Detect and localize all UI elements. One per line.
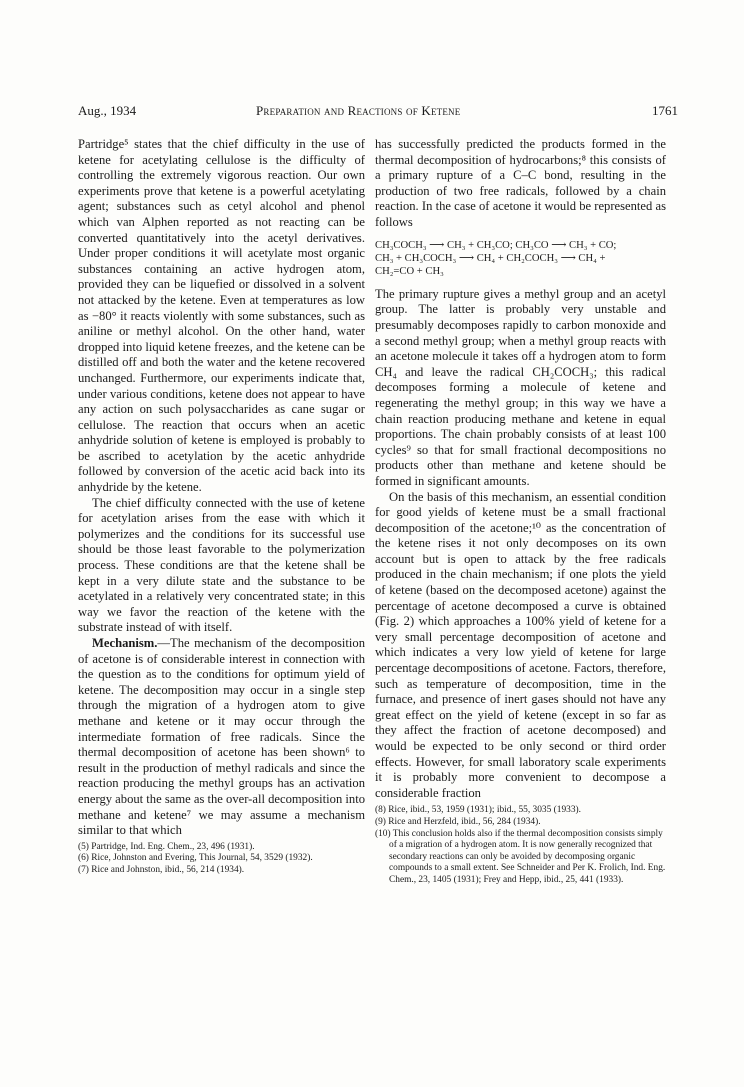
paragraph-chief-difficulty: The chief difficulty connected with the use of ketene for acetylation arises from the ease with which it polymerizes and the conditions for its successful use should be those least favorable to the polymerization process. These conditions are that the ketene shall be kept in a very dilute state and the substance to be acetylated in a relatively very concentrated state; in this way we favor the reaction of the ketene with the substrate instead of with itself. [78,495,365,635]
left-column [78,137,365,877]
footnote-5: (5) Partridge, Ind. Eng. Chem., 23, 496 (1931). [78,841,255,852]
page-number: 1761 [652,103,678,118]
footnote-9: (9) Rice and Herzfeld, ibid., 56, 284 (1934). [375,816,541,827]
paragraph-partridge: Partridge⁵ states that the chief difficulty in the use of ketene for acetylating cellulose is the difficulty of controlling the extremely vigorous reaction. Our own experiments prove that ketene is a powerful acetylating agent; substances such as cetyl alcohol and phenol which van Alphen reported as not reacting can be converted quantitatively into the acetyl derivatives. Under proper conditions it will acetylate most organic substances containing an active hydrogen atom, provided they can be liquefied or dissolved in a solvent not attacked by the ketene. Even at temperatures as low as −80° it reacts violently with some substances, such as aniline or methyl alcohol. On the other hand, water dropped into liquid ketene freezes, and the ketene can be distilled off and both the water and the ketene recovered unchanged. Furthermore, our experiments indicate that, under various conditions, ketene does not appear to have any action on such polysaccharides as cane sugar or cellulose. The reaction that occurs when an acetic anhydride solution of ketene is employed is probably to be ascribed to acetylation by the acetic anhydride followed by conversion of the acetic acid back into its anhydride by the ketene. [78,137,365,495]
mechanism-text: —The mechanism of the decomposition of acetone is of considerable interest in connection with the question as to the conditions for optimum yield of ketene. The decomposition may occur in a single step through the migration of a hydrogen atom to give methane and ketene or it may occur through the intermediate formation of free radicals. Since the thermal decomposition of acetone has been shown⁶ to result in the production of methyl radicals and since the reaction producing the methyl groups has an activation energy about the same as the over-all decomposition into methane and ketene⁷ we may assume a mechanism similar to that which [78,636,365,838]
footnote-7: (7) Rice and Johnston, ibid., 56, 214 (1934). [78,864,245,875]
equation-line-1: CH₃COCH₃ ⟶ CH₃ + CH₃CO; CH₃CO ⟶ CH₃ + CO; [375,239,617,251]
left-footnotes [78,842,365,877]
footnote-10: (10) This conclusion holds also if the thermal decomposition consists simply of a migration of a hydrogen atom. It is now generally recognized that secondary reactions can only be avoided by decomposing organic compounds to a small extent. See Schneider and Per K. Frolich, Ind. Eng. Chem., 23, 1405 (1931); Frey and Hepp, ibid., 25, 441 (1933). [375,828,666,885]
right-column [375,137,666,887]
footnote-6: (6) Rice, Johnston and Evering, This Journal, 54, 3529 (1932). [78,853,313,864]
equation-line-3: CH₂=CO + CH₃ [375,266,444,278]
paragraph-mechanism [78,636,365,839]
mechanism-heading: Mechanism. [92,636,158,650]
paragraph-predicted: has successfully predicted the products formed in the thermal decomposition of hydrocarbons;⁸ this consists of a primary rupture of a C–C bond, resulting in the production of two free radicals, followed by a chain reaction. In the case of acetone it would be represented as follows [375,137,666,229]
footnote-8: (8) Rice, ibid., 53, 1959 (1931); ibid., 55, 3035 (1933). [375,805,581,816]
equation-line-2: CH₃ + CH₃COCH₃ ⟶ CH₄ + CH₂COCH₃ ⟶ CH₄ + [375,252,606,264]
header-date: Aug., 1934 [78,103,137,118]
paragraph-basis: On the basis of this mechanism, an essential condition for good yields of ketene must be a small fractional decomposition of the acetone;¹⁰ as the concentration of the ketene rises it not only decomposes on its own account but is open to attack by the free radicals produced in the chain mechanism; if one plots the yield of ketene (based on the decomposed acetone) against the percentage of acetone decomposed a curve is obtained (Fig. 2) which approaches a 100% yield of ketene for a very small percentage decomposition of acetone and which indicates a very low yield of ketene for large percentage decompositions of acetone. Factors, therefore, such as temperature of decomposition, time in the furnace, and presence of inert gases should not have any great effect on the yield of ketene (except in so far as they affect the fraction of acetone decomposed) and would be expected to be only second or third order effects. However, for small laboratory scale experiments it is probably more convenient to decompose a considerable fraction [375,489,666,800]
reaction-equations [375,239,666,279]
paragraph-primary-rupture: The primary rupture gives a methyl group and an acetyl group. The latter is probably very unstable and presumably decomposes rapidly to carbon monoxide and a second methyl group; when a methyl group reacts with an acetone molecule it takes off a hydrogen atom to form CH₄ and leave the radical CH₂COCH₃; this radical decomposes forming a molecule of ketene and regenerating the methyl group; in this way we have a chain reaction producing methane and ketene in equal proportions. The chain probably consists of at least 100 cycles⁹ so that for small fractional decompositions no products other than methane and ketene should be formed in significant amounts. [375,286,666,488]
header-title: Preparation and Reactions of Ketene [256,103,461,118]
right-footnotes [375,805,666,886]
running-header [78,103,678,121]
